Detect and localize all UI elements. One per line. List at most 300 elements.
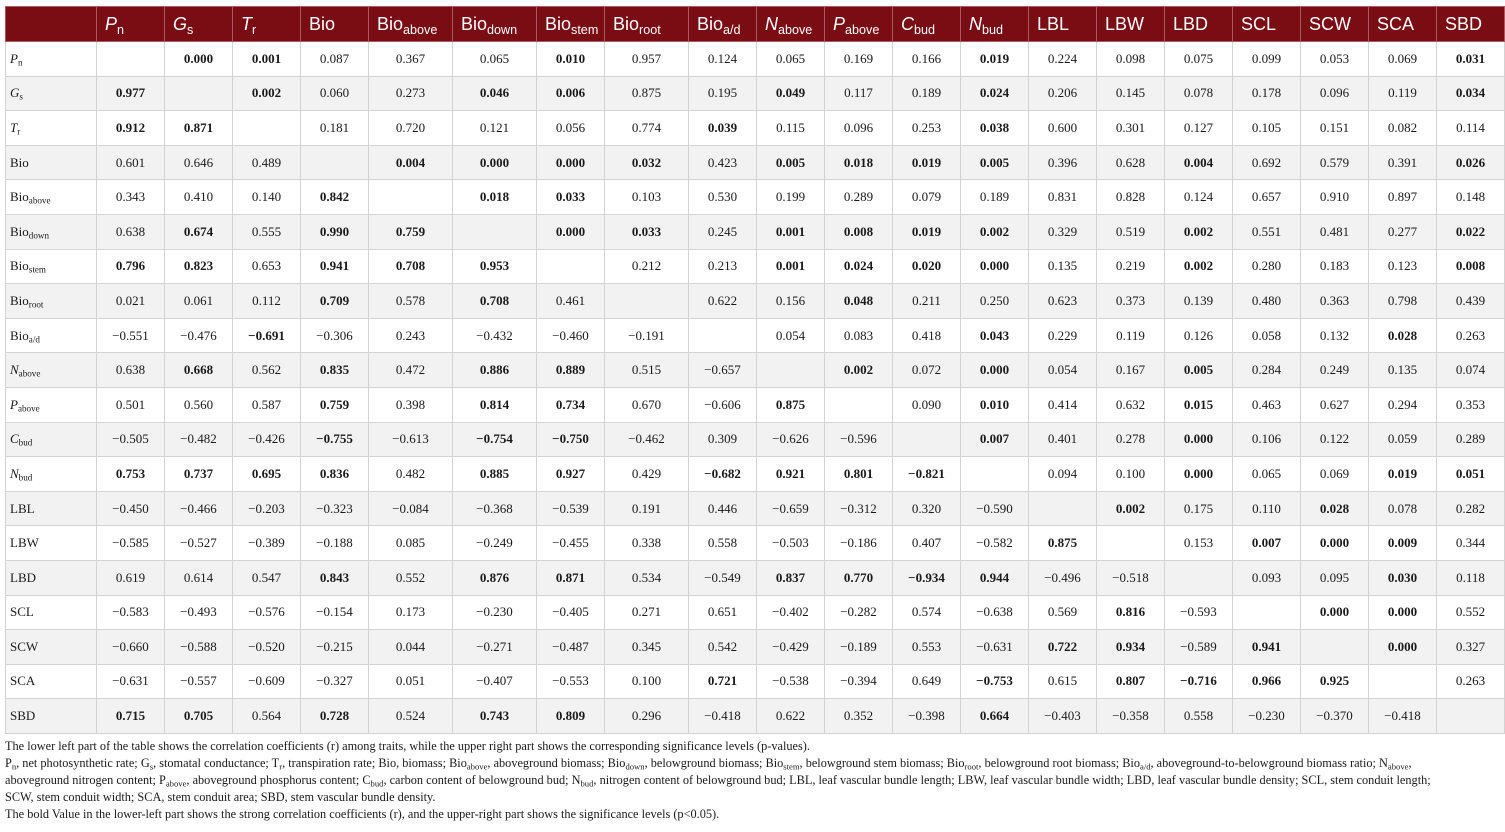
table-cell: 0.558 xyxy=(689,526,757,561)
row-header xyxy=(6,353,97,388)
table-cell: 0.024 xyxy=(961,76,1029,111)
table-cell: 0.296 xyxy=(605,699,689,734)
diagonal-cell xyxy=(97,42,165,77)
table-cell: 0.560 xyxy=(165,387,233,422)
table-cell: −0.549 xyxy=(689,560,757,595)
column-header xyxy=(453,7,537,42)
column-header-symbol: Bio xyxy=(461,13,488,34)
abbr-definition: , net photosynthetic rate; xyxy=(16,756,141,770)
table-cell: 0.619 xyxy=(97,560,165,595)
table-cell: 0.000 xyxy=(1301,526,1369,561)
row-header xyxy=(6,145,97,180)
table-cell: 0.106 xyxy=(1233,422,1301,457)
correlation-table-container xyxy=(5,6,1486,734)
diagonal-cell xyxy=(757,353,825,388)
table-cell: 0.033 xyxy=(537,180,605,215)
column-header-symbol: C xyxy=(901,13,914,34)
table-cell: 0.127 xyxy=(1165,111,1233,146)
table-cell: 0.000 xyxy=(537,145,605,180)
table-cell: −0.189 xyxy=(825,630,893,665)
table-cell: −0.590 xyxy=(961,491,1029,526)
table-cell: 0.122 xyxy=(1301,422,1369,457)
table-cell: 0.000 xyxy=(1369,630,1437,665)
table-cell: 0.622 xyxy=(689,284,757,319)
table-cell: −0.682 xyxy=(689,457,757,492)
table-cell: 0.110 xyxy=(1233,491,1301,526)
table-cell: 0.910 xyxy=(1301,180,1369,215)
table-cell: −0.755 xyxy=(301,422,369,457)
table-cell: −0.462 xyxy=(605,422,689,457)
table-cell: −0.402 xyxy=(757,595,825,630)
table-cell: 0.277 xyxy=(1369,214,1437,249)
table-cell: 0.060 xyxy=(301,76,369,111)
table-cell: 0.941 xyxy=(1233,630,1301,665)
column-header-symbol: SCL xyxy=(1241,13,1277,34)
diagonal-cell xyxy=(233,111,301,146)
table-cell: 0.352 xyxy=(825,699,893,734)
table-cell: −0.660 xyxy=(97,630,165,665)
table-cell: 0.189 xyxy=(893,76,961,111)
table-footnotes xyxy=(5,738,1457,823)
table-cell: −0.230 xyxy=(453,595,537,630)
table-cell: 0.622 xyxy=(757,699,825,734)
table-cell: −0.613 xyxy=(369,422,453,457)
abbr-definition: , belowground stem biomass; xyxy=(799,756,947,770)
table-cell: 0.530 xyxy=(689,180,757,215)
table-cell: 0.021 xyxy=(97,284,165,319)
diagonal-cell xyxy=(893,422,961,457)
column-header xyxy=(97,7,165,42)
table-cell: −0.520 xyxy=(233,630,301,665)
table-cell: 0.398 xyxy=(369,387,453,422)
table-cell: 0.007 xyxy=(1233,526,1301,561)
table-cell: 0.148 xyxy=(1437,180,1505,215)
table-cell: −0.403 xyxy=(1029,699,1097,734)
row-header-symbol: P xyxy=(10,50,18,66)
table-cell: 0.875 xyxy=(1029,526,1097,561)
footnote-description: The lower left part of the table shows the correlation coefficients (r) among traits, while the upper right part shows the corresponding significance levels (p-values). xyxy=(5,739,810,753)
table-cell: 0.020 xyxy=(893,249,961,284)
table-cell: 0.006 xyxy=(537,76,605,111)
table-cell: 0.059 xyxy=(1369,422,1437,457)
table-cell: 0.175 xyxy=(1165,491,1233,526)
column-header-symbol: SCA xyxy=(1377,13,1415,34)
table-cell: 0.211 xyxy=(893,284,961,319)
table-cell: 0.121 xyxy=(453,111,537,146)
table-cell: −0.186 xyxy=(825,526,893,561)
row-header-symbol: LBW xyxy=(10,535,39,551)
row-header-subscript: bud xyxy=(18,438,33,449)
table-cell: −0.753 xyxy=(961,664,1029,699)
column-header-symbol: LBL xyxy=(1037,13,1070,34)
table-cell: 0.753 xyxy=(97,457,165,492)
table-cell: −0.538 xyxy=(757,664,825,699)
table-cell: 0.072 xyxy=(893,353,961,388)
table-cell: 0.628 xyxy=(1097,145,1165,180)
table-cell: −0.606 xyxy=(689,387,757,422)
table-cell: 0.001 xyxy=(757,249,825,284)
table-cell: −0.750 xyxy=(537,422,605,457)
table-cell: 0.664 xyxy=(961,699,1029,734)
table-cell: −0.154 xyxy=(301,595,369,630)
table-cell: 0.501 xyxy=(97,387,165,422)
row-header-symbol: G xyxy=(10,85,20,101)
row-header xyxy=(6,422,97,457)
table-row xyxy=(6,111,1505,146)
table-cell: 0.885 xyxy=(453,457,537,492)
table-cell: 0.737 xyxy=(165,457,233,492)
table-cell: −0.282 xyxy=(825,595,893,630)
table-cell: 0.897 xyxy=(1369,180,1437,215)
column-header-symbol: LBW xyxy=(1105,13,1145,34)
row-header-symbol: Bio xyxy=(10,223,29,239)
table-cell: −0.230 xyxy=(1233,699,1301,734)
table-cell: 0.463 xyxy=(1233,387,1301,422)
table-cell: 0.401 xyxy=(1029,422,1097,457)
diagonal-cell xyxy=(537,249,605,284)
table-cell: 0.002 xyxy=(1165,249,1233,284)
table-cell: −0.638 xyxy=(961,595,1029,630)
table-cell: 0.100 xyxy=(1097,457,1165,492)
table-row xyxy=(6,560,1505,595)
table-cell: 0.875 xyxy=(605,76,689,111)
table-cell: 0.115 xyxy=(757,111,825,146)
table-cell: −0.418 xyxy=(689,699,757,734)
table-cell: 0.843 xyxy=(301,560,369,595)
column-header-subscript: s xyxy=(187,22,194,37)
row-header-symbol: LBL xyxy=(10,500,35,516)
row-header-symbol: SCL xyxy=(10,604,34,620)
abbr-definition: , aboveground phosphorus content; xyxy=(186,773,363,787)
row-header-symbol: LBD xyxy=(10,569,36,585)
table-cell: 0.934 xyxy=(1097,630,1165,665)
table-cell: 0.646 xyxy=(165,145,233,180)
table-cell: 0.038 xyxy=(961,111,1029,146)
table-cell: 0.653 xyxy=(233,249,301,284)
table-cell: 0.065 xyxy=(1233,457,1301,492)
table-cell: −0.429 xyxy=(757,630,825,665)
table-cell: 0.558 xyxy=(1165,699,1233,734)
table-cell: 0.189 xyxy=(961,180,1029,215)
table-cell: 0.977 xyxy=(97,76,165,111)
abbr-symbol: P xyxy=(5,756,12,770)
row-header xyxy=(6,318,97,353)
table-cell: −0.455 xyxy=(537,526,605,561)
table-cell: 0.135 xyxy=(1029,249,1097,284)
column-header-subscript: above xyxy=(778,22,813,37)
table-cell: 0.837 xyxy=(757,560,825,595)
table-cell: 0.018 xyxy=(453,180,537,215)
column-header-symbol: G xyxy=(173,13,188,34)
table-cell: 0.245 xyxy=(689,214,757,249)
table-cell: 0.078 xyxy=(1369,491,1437,526)
table-cell: 0.875 xyxy=(757,387,825,422)
table-cell: 0.835 xyxy=(301,353,369,388)
table-row xyxy=(6,214,1505,249)
table-cell: −0.821 xyxy=(893,457,961,492)
row-header xyxy=(6,249,97,284)
row-header-subscript: above xyxy=(18,368,41,379)
table-cell: 0.022 xyxy=(1437,214,1505,249)
table-cell: −0.426 xyxy=(233,422,301,457)
table-cell: 0.551 xyxy=(1233,214,1301,249)
table-cell: 0.649 xyxy=(893,664,961,699)
row-header-symbol: SCW xyxy=(10,638,39,654)
table-cell: 0.338 xyxy=(605,526,689,561)
table-cell: 0.074 xyxy=(1437,353,1505,388)
table-cell: −0.691 xyxy=(233,318,301,353)
abbr-symbol: Bio xyxy=(946,756,965,770)
row-header-symbol: SCA xyxy=(10,673,36,689)
row-header-symbol: Bio xyxy=(10,258,29,274)
table-cell: −0.527 xyxy=(165,526,233,561)
table-cell: −0.934 xyxy=(893,560,961,595)
column-header xyxy=(893,7,961,42)
table-cell: 0.871 xyxy=(165,111,233,146)
table-cell: 0.823 xyxy=(165,249,233,284)
table-cell: 0.085 xyxy=(369,526,453,561)
diagonal-cell xyxy=(1233,595,1301,630)
table-cell: 0.289 xyxy=(825,180,893,215)
table-cell: 0.329 xyxy=(1029,214,1097,249)
column-header-subscript: bud xyxy=(982,22,1004,37)
abbr-symbol: Bio xyxy=(1122,756,1140,770)
row-header xyxy=(6,630,97,665)
table-cell: 0.770 xyxy=(825,560,893,595)
table-cell: 0.167 xyxy=(1097,353,1165,388)
row-header-subscript: bud xyxy=(18,472,33,483)
column-header-symbol: Bio xyxy=(697,13,724,34)
table-cell: 0.000 xyxy=(961,353,1029,388)
table-cell: 0.280 xyxy=(1233,249,1301,284)
table-row xyxy=(6,387,1505,422)
table-row xyxy=(6,526,1505,561)
table-cell: 0.243 xyxy=(369,318,453,353)
table-row xyxy=(6,180,1505,215)
row-header-symbol: N xyxy=(10,362,19,378)
table-cell: 0.271 xyxy=(605,595,689,630)
table-cell: 0.615 xyxy=(1029,664,1097,699)
table-cell: 0.145 xyxy=(1097,76,1165,111)
table-cell: 0.941 xyxy=(301,249,369,284)
table-cell: 0.005 xyxy=(757,145,825,180)
table-cell: 0.153 xyxy=(1165,526,1233,561)
table-cell: 0.019 xyxy=(961,42,1029,77)
table-cell: 0.004 xyxy=(369,145,453,180)
table-cell: −0.358 xyxy=(1097,699,1165,734)
column-header xyxy=(825,7,893,42)
table-cell: 0.069 xyxy=(1301,457,1369,492)
column-header xyxy=(369,7,453,42)
table-cell: 0.001 xyxy=(233,42,301,77)
row-header-subscript: root xyxy=(28,299,44,310)
table-cell: 0.708 xyxy=(453,284,537,319)
table-cell: 0.423 xyxy=(689,145,757,180)
table-cell: −0.323 xyxy=(301,491,369,526)
table-cell: −0.460 xyxy=(537,318,605,353)
abbr-subscript: down xyxy=(625,761,645,772)
table-cell: −0.327 xyxy=(301,664,369,699)
table-cell: 0.353 xyxy=(1437,387,1505,422)
abbr-subscript: stem xyxy=(783,761,800,772)
column-header-symbol: Bio xyxy=(309,13,336,34)
abbr-subscript: root xyxy=(964,761,979,772)
table-cell: 0.126 xyxy=(1165,318,1233,353)
table-cell: −0.585 xyxy=(97,526,165,561)
table-cell: 0.343 xyxy=(97,180,165,215)
table-cell: −0.450 xyxy=(97,491,165,526)
table-cell: 0.796 xyxy=(97,249,165,284)
table-row xyxy=(6,422,1505,457)
table-cell: 0.515 xyxy=(605,353,689,388)
table-cell: 0.166 xyxy=(893,42,961,77)
table-cell: 0.709 xyxy=(301,284,369,319)
table-cell: 0.032 xyxy=(605,145,689,180)
correlation-table xyxy=(5,6,1505,734)
table-cell: 0.018 xyxy=(825,145,893,180)
table-cell: 0.002 xyxy=(233,76,301,111)
table-cell: 0.966 xyxy=(1233,664,1301,699)
table-cell: 0.927 xyxy=(537,457,605,492)
table-cell: 0.019 xyxy=(893,145,961,180)
table-cell: 0.294 xyxy=(1369,387,1437,422)
table-cell: 0.519 xyxy=(1097,214,1165,249)
table-row xyxy=(6,699,1505,734)
table-cell: 0.010 xyxy=(961,387,1029,422)
row-header xyxy=(6,526,97,561)
table-cell: −0.418 xyxy=(1369,699,1437,734)
column-header xyxy=(1097,7,1165,42)
table-cell: 0.000 xyxy=(1369,595,1437,630)
table-cell: 0.051 xyxy=(1437,457,1505,492)
table-row xyxy=(6,145,1505,180)
table-cell: 0.051 xyxy=(369,664,453,699)
table-cell: 0.005 xyxy=(1165,353,1233,388)
table-cell: −0.582 xyxy=(961,526,1029,561)
table-cell: 0.715 xyxy=(97,699,165,734)
table-cell: 0.094 xyxy=(1029,457,1097,492)
table-cell: 0.429 xyxy=(605,457,689,492)
diagonal-cell xyxy=(1097,526,1165,561)
table-row xyxy=(6,630,1505,665)
table-cell: 0.095 xyxy=(1301,560,1369,595)
table-cell: 0.831 xyxy=(1029,180,1097,215)
table-row xyxy=(6,318,1505,353)
table-cell: 0.668 xyxy=(165,353,233,388)
column-header-symbol: Bio xyxy=(377,13,404,34)
column-header-subscript: n xyxy=(117,22,125,37)
table-cell: 0.117 xyxy=(825,76,893,111)
table-cell: 0.344 xyxy=(1437,526,1505,561)
table-cell: 0.578 xyxy=(369,284,453,319)
table-cell: 0.065 xyxy=(757,42,825,77)
table-cell: 0.562 xyxy=(233,353,301,388)
table-cell: −0.215 xyxy=(301,630,369,665)
header-row xyxy=(6,7,1505,42)
table-cell: 0.623 xyxy=(1029,284,1097,319)
table-cell: −0.593 xyxy=(1165,595,1233,630)
table-cell: 0.627 xyxy=(1301,387,1369,422)
table-cell: 0.000 xyxy=(165,42,233,77)
table-cell: 0.944 xyxy=(961,560,1029,595)
table-cell: 0.553 xyxy=(893,630,961,665)
table-cell: 0.309 xyxy=(689,422,757,457)
table-cell: 0.670 xyxy=(605,387,689,422)
abbr-subscript: bud xyxy=(580,778,594,789)
table-cell: 0.407 xyxy=(893,526,961,561)
column-header-subscript: stem xyxy=(571,22,599,37)
table-cell: 0.156 xyxy=(757,284,825,319)
table-cell: −0.716 xyxy=(1165,664,1233,699)
table-cell: −0.407 xyxy=(453,664,537,699)
column-header-subscript: bud xyxy=(914,22,936,37)
table-cell: 0.263 xyxy=(1437,318,1505,353)
abbr-definition: , transpiration rate; Bio, biomass; xyxy=(282,756,450,770)
table-cell: 0.002 xyxy=(961,214,1029,249)
table-cell: 0.099 xyxy=(1233,42,1301,77)
column-header-symbol: P xyxy=(833,13,846,34)
table-cell: 0.552 xyxy=(1437,595,1505,630)
table-cell: 0.876 xyxy=(453,560,537,595)
table-cell: 0.206 xyxy=(1029,76,1097,111)
table-cell: 0.034 xyxy=(1437,76,1505,111)
table-cell: −0.754 xyxy=(453,422,537,457)
table-cell: 0.489 xyxy=(233,145,301,180)
table-cell: 0.446 xyxy=(689,491,757,526)
table-cell: −0.609 xyxy=(233,664,301,699)
table-cell: 0.151 xyxy=(1301,111,1369,146)
table-header xyxy=(6,7,1505,42)
table-cell: 0.743 xyxy=(453,699,537,734)
table-cell: 0.139 xyxy=(1165,284,1233,319)
column-header xyxy=(1437,7,1505,42)
table-cell: 0.083 xyxy=(825,318,893,353)
table-cell: 0.075 xyxy=(1165,42,1233,77)
table-cell: 0.587 xyxy=(233,387,301,422)
table-cell: 0.000 xyxy=(453,145,537,180)
row-header xyxy=(6,284,97,319)
table-cell: 0.320 xyxy=(893,491,961,526)
table-cell: 0.912 xyxy=(97,111,165,146)
table-cell: 0.082 xyxy=(1369,111,1437,146)
table-cell: 0.250 xyxy=(961,284,1029,319)
table-cell: 0.734 xyxy=(537,387,605,422)
row-header xyxy=(6,76,97,111)
row-header-subscript: down xyxy=(28,230,50,241)
table-cell: 0.759 xyxy=(301,387,369,422)
table-cell: 0.039 xyxy=(689,111,757,146)
table-row xyxy=(6,353,1505,388)
row-header xyxy=(6,560,97,595)
table-cell: 0.774 xyxy=(605,111,689,146)
column-header-subscript: above xyxy=(845,22,880,37)
table-cell: 0.030 xyxy=(1369,560,1437,595)
table-cell: 0.798 xyxy=(1369,284,1437,319)
table-cell: 0.061 xyxy=(165,284,233,319)
table-cell: 0.169 xyxy=(825,42,893,77)
table-cell: 0.564 xyxy=(233,699,301,734)
table-cell: −0.583 xyxy=(97,595,165,630)
table-cell: −0.271 xyxy=(453,630,537,665)
abbr-symbol: T xyxy=(271,756,280,770)
table-row xyxy=(6,42,1505,77)
column-header-symbol: Bio xyxy=(545,13,572,34)
table-cell: 0.601 xyxy=(97,145,165,180)
table-cell: 0.278 xyxy=(1097,422,1165,457)
table-cell: −0.553 xyxy=(537,664,605,699)
table-cell: −0.368 xyxy=(453,491,537,526)
abbr-subscript: bud xyxy=(370,778,384,789)
